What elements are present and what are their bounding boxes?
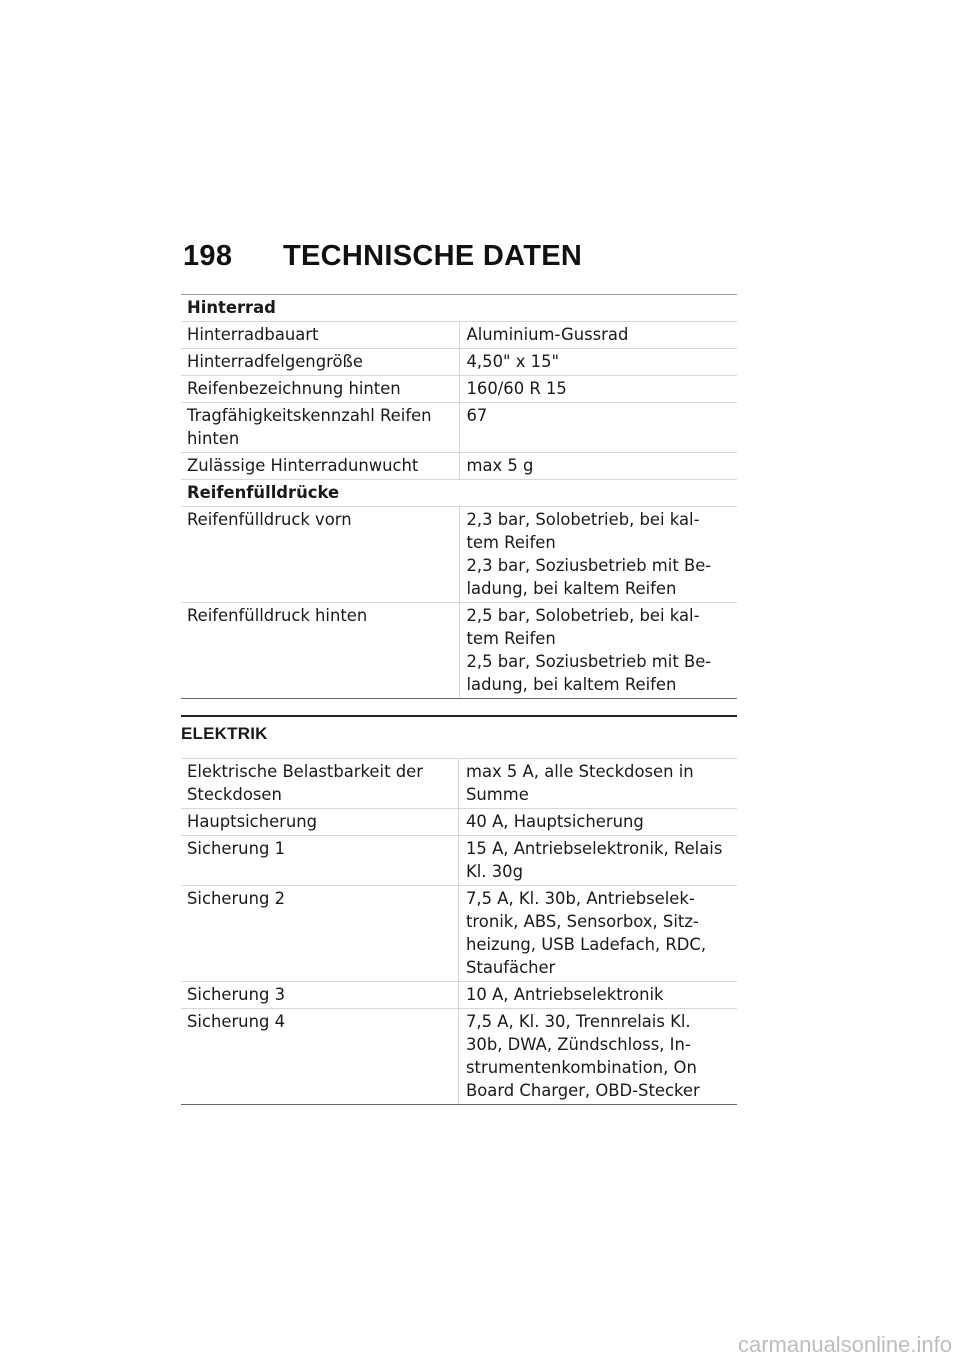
spec-label: Hinterradfelgengröße: [181, 349, 459, 376]
hinterrad-table: [181, 294, 737, 699]
elektrik-heading: ELEKTRIK: [181, 724, 268, 743]
table-row: [181, 376, 737, 403]
spec-value: max 5 g: [459, 453, 737, 480]
table-row: [181, 982, 737, 1009]
table-row: [181, 403, 737, 453]
value-line: 2,5 bar, Solobetrieb, bei kal-tem Reifen: [466, 606, 700, 648]
group-heading-row: [181, 295, 737, 322]
spec-label: Tragfähigkeitskennzahl Reifen hinten: [181, 403, 459, 453]
page-number: 198: [183, 240, 233, 272]
spec-label: Reifenbezeichnung hinten: [181, 376, 459, 403]
spec-value: 160/60 R 15: [459, 376, 737, 403]
spec-value: [459, 507, 737, 603]
spec-label: Hinterradbauart: [181, 322, 459, 349]
spec-content: [181, 294, 737, 1105]
spec-label: Sicherung 4: [181, 1009, 459, 1105]
hinterrad-heading: Hinterrad: [181, 295, 737, 322]
spec-label: Reifenfülldruck hinten: [181, 603, 459, 699]
table-row: [181, 507, 737, 603]
group-heading-row: [181, 480, 737, 507]
spec-value: 7,5 A, Kl. 30, Trennrelais Kl. 30b, DWA, Zündschloss, In-strumentenkombination, On Board Charger, OBD-Stecker: [459, 1009, 738, 1105]
elektrik-table: [181, 758, 737, 1105]
spec-label: Sicherung 1: [181, 836, 459, 886]
spec-value: 10 A, Antriebselektronik: [459, 982, 738, 1009]
spec-label: Reifenfülldruck vorn: [181, 507, 459, 603]
spec-value: Aluminium-Gussrad: [459, 322, 737, 349]
spec-value: max 5 A, alle Steckdosen in Summe: [459, 759, 738, 809]
watermark: carmanualsonline.info: [737, 1332, 952, 1357]
table-row: [181, 836, 737, 886]
table-row: [181, 453, 737, 480]
spec-label: Hauptsicherung: [181, 809, 459, 836]
table-row: [181, 809, 737, 836]
table-row: [181, 322, 737, 349]
table-row: [181, 759, 737, 809]
spec-value: 15 A, Antriebselektronik, Relais Kl. 30g: [459, 836, 738, 886]
table-row: [181, 886, 737, 982]
spec-value: 67: [459, 403, 737, 453]
spec-label: Sicherung 2: [181, 886, 459, 982]
spec-label: Zulässige Hinterradunwucht: [181, 453, 459, 480]
spec-label: Sicherung 3: [181, 982, 459, 1009]
spec-value: 4,50" x 15": [459, 349, 737, 376]
table-row: [181, 349, 737, 376]
page-title: TECHNISCHE DATEN: [283, 240, 583, 272]
value-line: 2,3 bar, Soziusbetrieb mit Be-ladung, bei kaltem Reifen: [466, 556, 712, 598]
spec-value: 7,5 A, Kl. 30b, Antriebselek-tronik, ABS, Sensorbox, Sitz-heizung, USB Ladefach, RDC, Staufächer: [459, 886, 738, 982]
spec-value: 40 A, Hauptsicherung: [459, 809, 738, 836]
table-row: [181, 1009, 737, 1105]
page-header: [183, 240, 582, 273]
spec-label: Elektrische Belastbarkeit der Steckdosen: [181, 759, 459, 809]
reifenfuelldruecke-heading: Reifenfülldrücke: [181, 480, 737, 507]
table-row: [181, 603, 737, 699]
spec-value: [459, 603, 737, 699]
value-line: 2,5 bar, Soziusbetrieb mit Be-ladung, bei kaltem Reifen: [466, 652, 712, 694]
value-line: 2,3 bar, Solobetrieb, bei kal-tem Reifen: [466, 510, 700, 552]
